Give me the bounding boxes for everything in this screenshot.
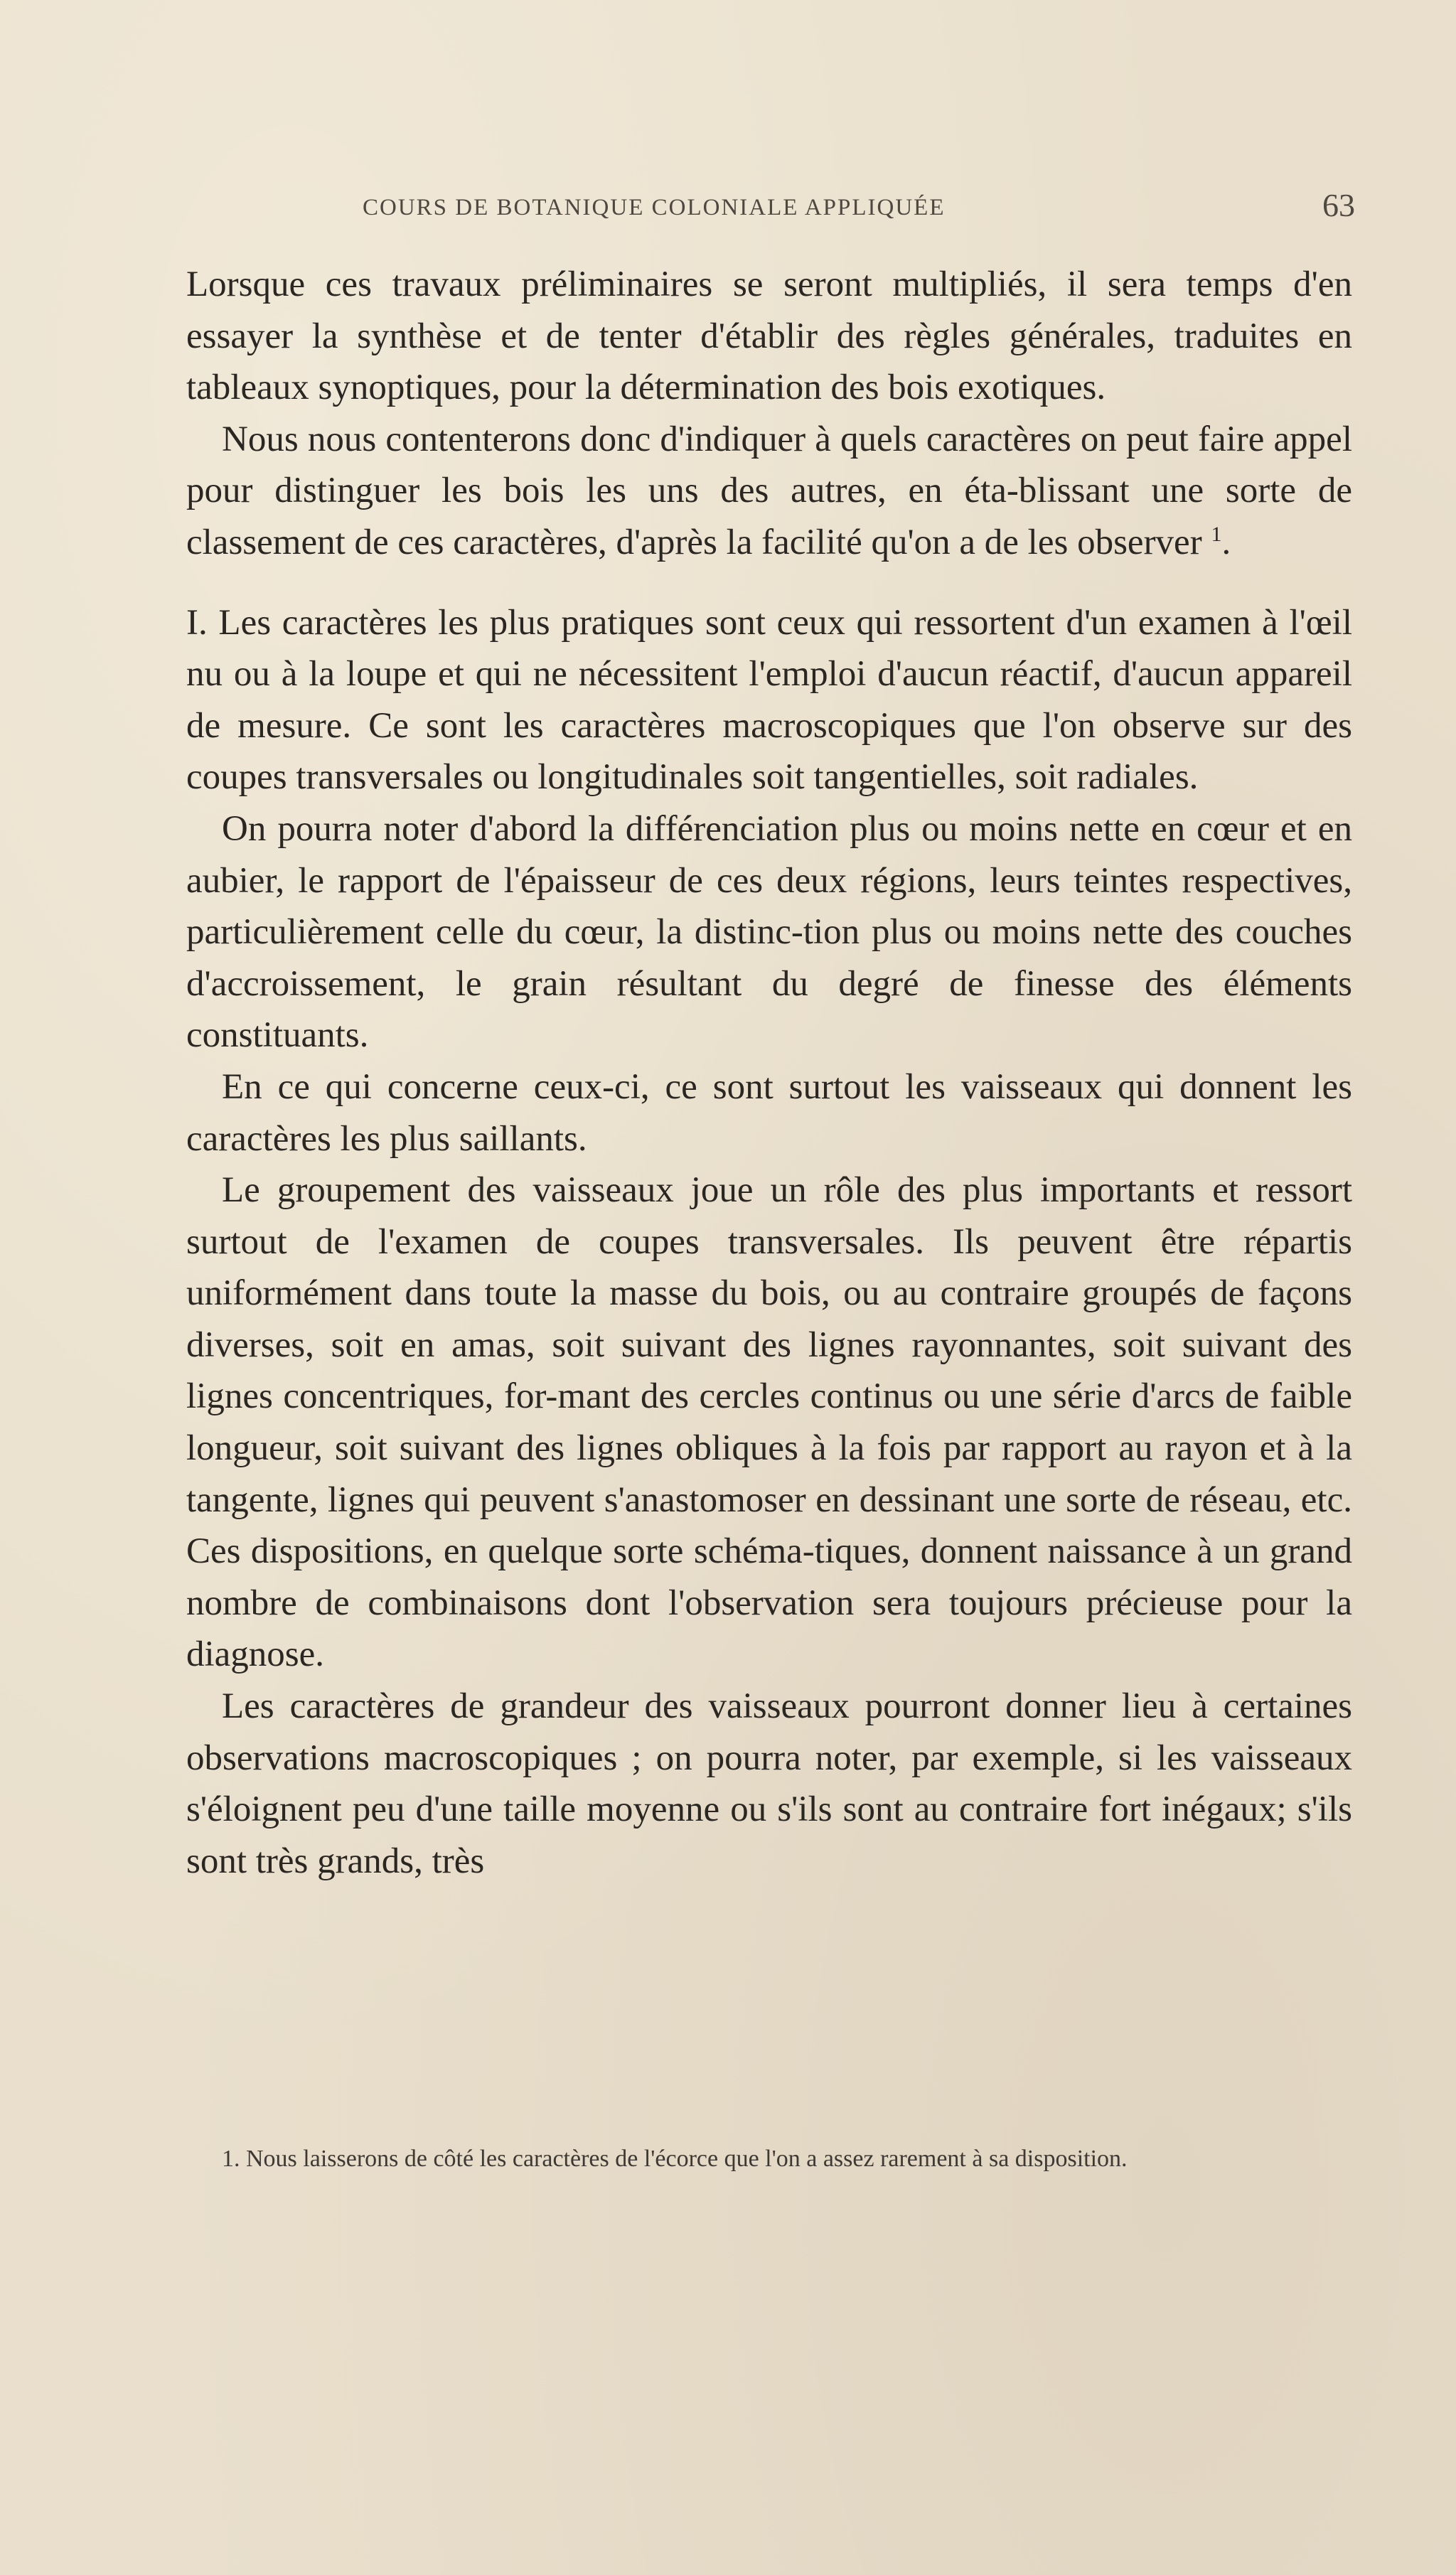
running-title: COURS DE BOTANIQUE COLONIALE APPLIQUÉE — [363, 195, 946, 220]
paragraph-4: On pourra noter d'abord la différenciation plus ou moins nette en cœur et en aubier, le rapport de l'épaisseur de ces deux régions, leurs teintes respectives, particulièrement celle du cœur, la distinc-tion plus ou moins nette des couches d'accroissement, le grain résultant du degré de finesse des éléments constituants. — [186, 808, 1352, 1056]
paragraph-2-end: . — [1221, 522, 1231, 562]
footnote-reference: 1 — [1211, 522, 1222, 546]
paragraph-6: Le groupement des vaisseaux joue un rôle des plus importants et ressort surtout de l'examen de coupes transversales. Ils peuvent être répartis uniformément dans toute la masse du bois, ou au contraire groupés de façons diverses, soit en amas, soit suivant des lignes rayonnantes, soit suivant des lignes concentriques, for-mant des cercles continus ou une série d'arcs de faible longueur, soit suivant des lignes obliques à la fois par rapport au rayon et à la tangente, lignes qui peuvent s'anastomoser en dessinant une sorte de réseau, etc. Ces dispositions, en quelque sorte schéma-tiques, donnent naissance à un grand nombre de combinaisons dont l'observation sera toujours précieuse pour la diagnose. — [186, 1170, 1352, 1675]
paragraph-5: En ce qui concerne ceux-ci, ce sont surtout les vaisseaux qui donnent les caractères les plus saillants. — [186, 1066, 1352, 1159]
footnote-1: 1. Nous laisserons de côté les caractères de l'écorce que l'on a assez rarement à sa disposition. — [222, 2146, 1128, 2172]
paragraph-2 — [186, 414, 1352, 569]
body-text — [186, 259, 1352, 1887]
paragraph-3: I. Les caractères les plus pratiques sont ceux qui ressortent d'un examen à l'œil nu ou à la loupe et qui ne nécessitent l'emploi d'aucun réactif, d'aucun appareil de mesure. Ce sont les caractères macroscopiques que l'on observe sur des coupes transversales ou longitudinales soit tangentielles, soit radiales. — [186, 602, 1352, 798]
footnotes — [186, 2140, 1352, 2178]
paragraph-7: Les caractères de grandeur des vaisseaux pourront donner lieu à certaines observations macroscopiques ; on pourra noter, par exemple, si les vaisseaux s'éloignent peu d'une taille moyenne ou s'ils sont au contraire fort inégaux; s'ils sont très grands, très — [186, 1686, 1352, 1881]
page-header — [363, 186, 1429, 229]
paragraph-2-text: Nous nous contenterons donc d'indiquer à quels caractères on peut faire appel pour distinguer les bois les uns des autres, en éta-blissant une sorte de classement de ces caractères, d'après la facilité qu'on a de les observer — [186, 419, 1352, 562]
page-number: 63 — [1322, 187, 1355, 223]
paragraph-1: Lorsque ces travaux préliminaires se seront multipliés, il sera temps d'en essayer la synthèse et de tenter d'établir des règles générales, traduites en tableaux synoptiques, pour la détermination des bois exotiques. — [186, 264, 1352, 408]
